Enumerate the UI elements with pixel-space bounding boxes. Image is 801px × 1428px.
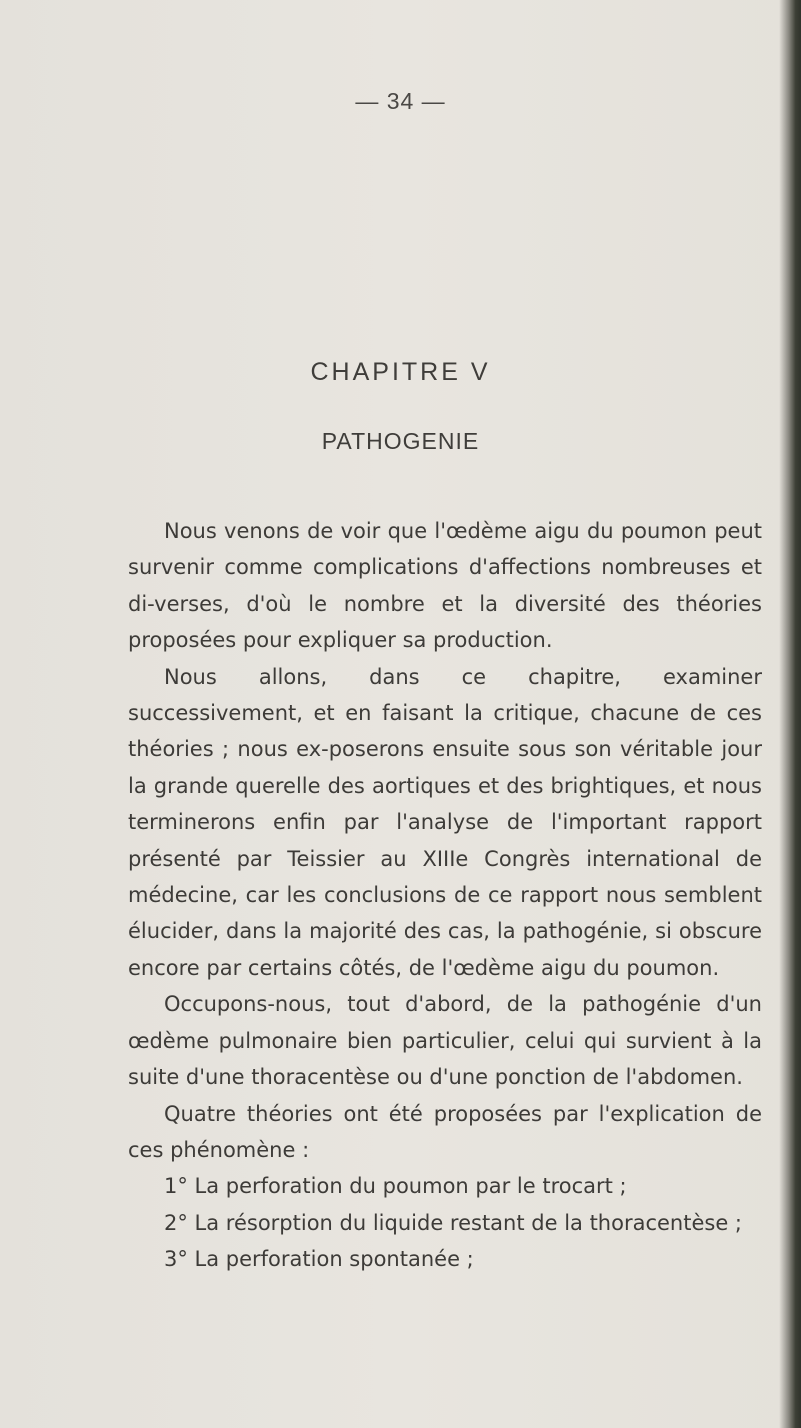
- page-edge-shadow: [779, 0, 801, 1428]
- list-item-2: 2° La résorption du liquide restant de la thoracentèse ;: [164, 1210, 743, 1235]
- section-heading: PATHOGENIE: [321, 428, 480, 454]
- paragraph-2: Nous allons, dans ce chapitre, examiner successivement, et en faisant la critique, chacune de ces théories ; nous ex-poserons ensuite sous son véritable jour la grande querelle des aortiques et des brightiques, et nous terminerons enfin par l'analyse de l'important rapport présenté par Teissier au XIIIe Congrès international de médecine, car les conclusions de ce rapport nous semblent élucider, dans la majorité des cas, la pathogénie, si obscure encore par certains côtés, de l'œdème aigu du poumon.: [128, 664, 762, 980]
- page-number: — 34 —: [355, 88, 446, 114]
- chapter-title: CHAPITRE V: [310, 358, 491, 386]
- body-text: [128, 513, 762, 1278]
- paragraph-4: Quatre théories ont été proposées par l'explication de ces phénomène :: [128, 1101, 762, 1162]
- paragraph-1: Nous venons de voir que l'œdème aigu du poumon peut survenir comme complications d'affections nombreuses et di-verses, d'où le nombre et la diversité des théories proposées pour expliquer sa production.: [128, 519, 762, 653]
- list-item-1: 1° La perforation du poumon par le trocart ;: [164, 1174, 627, 1199]
- list-item-3: 3° La perforation spontanée ;: [164, 1247, 474, 1272]
- paragraph-3: Occupons-nous, tout d'abord, de la pathogénie d'un œdème pulmonaire bien particulier, celui qui survient à la suite d'une thoracentèse ou d'une ponction de l'abdomen.: [128, 992, 762, 1090]
